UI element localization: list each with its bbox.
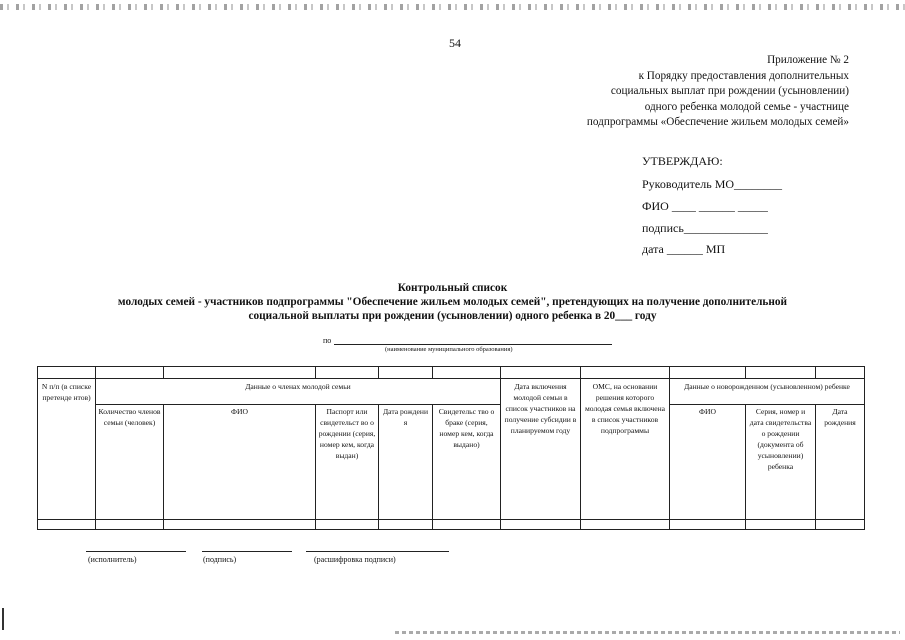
po-label: по — [323, 336, 332, 345]
table-header-row-2 — [38, 405, 865, 520]
header-child-birth-date: Дата рождения — [816, 405, 865, 520]
approval-heading: УТВЕРЖДАЮ: — [642, 154, 723, 168]
header-marriage-certificate: Свидетельс тво о браке (серия, номер кем, когда выдано) — [433, 405, 501, 520]
header-oms-decision: ОМС, на основании решения которого молодая семья включена в список участников подпрограммы — [581, 379, 670, 520]
title-line-3: социальной выплаты при рождении (усыновлении) одного ребенка в 20___ году — [248, 310, 657, 322]
header-child-fio: ФИО — [670, 405, 746, 520]
decoding-label: (расшифровка подписи) — [314, 555, 396, 564]
title-line-1: Контрольный список — [397, 282, 508, 294]
header-number: N п/п (в списке претенде нтов) — [38, 379, 96, 520]
approval-signature: подпись______________ — [642, 221, 768, 235]
header-fio: ФИО — [164, 405, 316, 520]
header-family-members: Данные о членах молодой семьи — [96, 379, 501, 405]
approval-fio: ФИО ____ ______ _____ — [642, 199, 768, 213]
header-passport: Паспорт или свидетельст во о рождении (серия, номер кем, когда выдан) — [316, 405, 379, 520]
decoding-line — [306, 551, 449, 552]
municipality-line — [334, 344, 612, 345]
header-member-count: Количество членов семьи (человек) — [96, 405, 164, 520]
document-title — [20, 281, 885, 323]
scan-artifact-bottom — [395, 631, 900, 634]
header-inclusion-date: Дата включения молодой семьи в список участников на получение субсидии в планируемом году — [501, 379, 581, 520]
signature-label: (подпись) — [203, 555, 237, 564]
header-child-certificate: Серия, номер и дата свидетельства о рождении (документа об усыновлении) ребенка — [746, 405, 816, 520]
table-header-row-1 — [38, 379, 865, 405]
appendix-block — [449, 53, 849, 131]
signature-line — [202, 551, 292, 552]
table-row — [38, 520, 865, 530]
appendix-line-3: социальных выплат при рождении (усыновлении) — [610, 85, 849, 97]
municipality-caption: (наименование муниципального образования) — [385, 346, 513, 353]
appendix-line-1: Приложение № 2 — [767, 54, 849, 66]
appendix-line-5: подпрограммы «Обеспечение жильем молодых семей» — [586, 116, 849, 128]
header-birth-date: Дата рождени я — [379, 405, 433, 520]
page-number: 54 — [449, 36, 461, 50]
executor-label: (исполнитель) — [88, 555, 137, 564]
header-newborn: Данные о новорожденном (усыновленном) ребенке — [670, 379, 865, 405]
executor-line — [86, 551, 186, 552]
appendix-line-2: к Порядку предоставления дополнительных — [638, 69, 849, 82]
scan-artifact-left — [2, 608, 4, 630]
table-top-row — [38, 367, 865, 379]
appendix-line-4: одного ребенка молодой семье - участнице — [644, 100, 849, 113]
approval-head-mo: Руководитель МО________ — [642, 177, 783, 191]
scan-artifact-top — [0, 4, 905, 10]
approval-date: дата ______ МП — [642, 242, 726, 256]
title-line-2: молодых семей - участников подпрограммы "Обеспечение жильем молодых семей", претендующих на получение дополнительной — [117, 296, 788, 308]
control-list-table — [37, 366, 865, 530]
